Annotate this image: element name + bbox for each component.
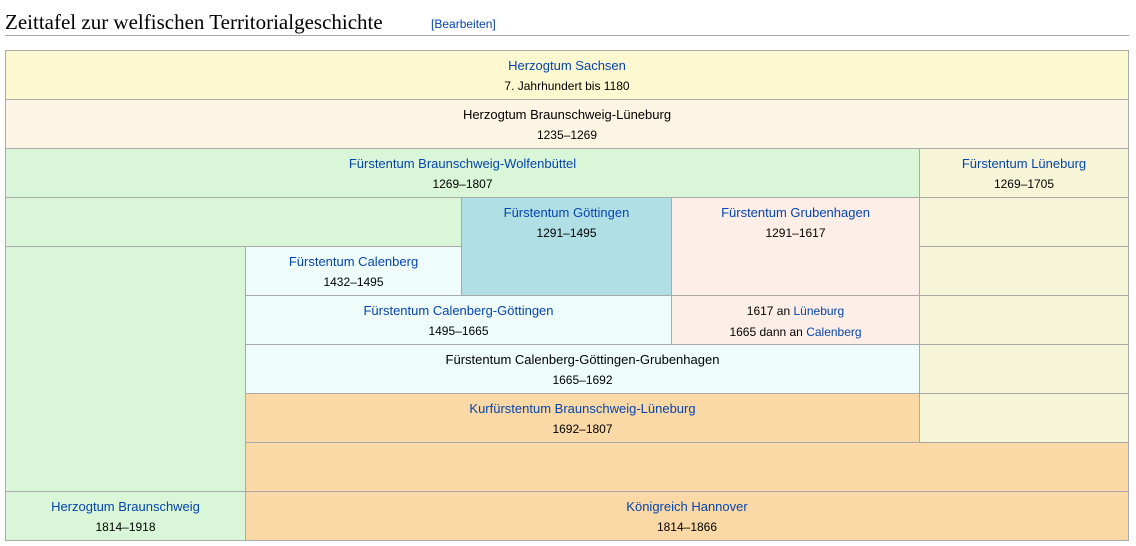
section-title: Zeittafel zur welfischen Territorialgeschichte [5, 10, 383, 34]
grubenhagen-years: 1291–1617 [765, 226, 826, 240]
timeline-cell-wolfenbuettel-left-continuation [5, 246, 246, 492]
grubenhagen-link[interactable]: Fürstentum Grubenhagen [721, 205, 870, 220]
goettingen-link[interactable]: Fürstentum Göttingen [503, 205, 630, 220]
calenberg-link[interactable]: Fürstentum Calenberg [288, 254, 419, 269]
timeline-cell-calenberg [245, 246, 462, 296]
timeline-cell-lueneburg-continuation [919, 295, 1129, 345]
fate-line-1-prefix: 1617 an [746, 304, 791, 318]
fate-line-2-prefix: 1665 dann an [729, 325, 803, 339]
edit-section-link[interactable] [431, 17, 496, 31]
timeline-cell-calenberg-goettingen [245, 295, 672, 345]
timeline-cell-grubenhagen [671, 197, 920, 296]
hannover-link[interactable]: Königreich Hannover [626, 499, 748, 514]
kurfuerstentum-link[interactable]: Kurfürstentum Braunschweig-Lüneburg [469, 401, 696, 416]
timeline-cell-lueneburg-continuation [919, 344, 1129, 394]
timeline-cell-lueneburg-continuation [919, 393, 1129, 443]
section-heading [5, 8, 1129, 36]
timeline-cell-grubenhagen-fate [671, 295, 920, 345]
wolfenbuettel-link[interactable]: Fürstentum Braunschweig-Wolfenbüttel [348, 156, 577, 171]
edit-bracket-close: ] [492, 17, 496, 31]
timeline-cell-goettingen [461, 197, 672, 296]
calenberg-years: 1432–1495 [323, 275, 384, 289]
braunschweig-lueneburg-name: Herzogtum Braunschweig-Lüneburg [462, 107, 672, 122]
calenberg-goettingen-link[interactable]: Fürstentum Calenberg-Göttingen [363, 303, 554, 318]
timeline-cell-sachsen [5, 50, 1129, 100]
lueneburg-inline-link[interactable]: Lüneburg [793, 304, 845, 318]
calenberg-inline-link[interactable]: Calenberg [806, 325, 862, 339]
timeline-cell-wolfenbuettel [5, 148, 920, 198]
timeline-cell-wolfenbuettel-continuation [5, 197, 462, 247]
timeline-cell-calenberg-goettingen-grubenhagen [245, 344, 920, 394]
edit-bracket-open: [ [431, 17, 435, 31]
sachsen-link[interactable]: Herzogtum Sachsen [508, 58, 626, 73]
timeline-cell-kurfuerstentum [245, 393, 920, 443]
herzogtum-braunschweig-link[interactable]: Herzogtum Braunschweig [51, 499, 200, 514]
sachsen-years: 7. Jahrhundert bis 1180 [504, 79, 630, 93]
herzogtum-braunschweig-years: 1814–1918 [95, 520, 156, 534]
hannover-years: 1814–1866 [656, 520, 718, 534]
timeline-cell-herzogtum-braunschweig [5, 491, 246, 541]
timeline-cell-hannover [245, 491, 1129, 541]
lueneburg-link[interactable]: Fürstentum Lüneburg [961, 156, 1087, 171]
calenberg-goettingen-grubenhagen-years: 1665–1692 [552, 373, 613, 387]
timeline-cell-lueneburg [919, 148, 1129, 198]
edit-label[interactable]: Bearbeiten [434, 17, 493, 31]
timeline-cell-kurfuerstentum-continuation [245, 442, 1129, 492]
wolfenbuettel-years: 1269–1807 [432, 177, 493, 191]
grubenhagen-fate-line-1 [672, 304, 919, 318]
grubenhagen-fate-line-2 [672, 325, 919, 339]
kurfuerstentum-years: 1692–1807 [552, 422, 613, 436]
timeline-cell-braunschweig-lueneburg [5, 99, 1129, 149]
braunschweig-lueneburg-years: 1235–1269 [536, 128, 598, 142]
lueneburg-years: 1269–1705 [993, 177, 1055, 191]
calenberg-goettingen-grubenhagen-name: Fürstentum Calenberg-Göttingen-Grubenhagen [445, 352, 720, 367]
timeline-cell-lueneburg-continuation [919, 246, 1129, 296]
goettingen-years: 1291–1495 [536, 226, 597, 240]
timeline-cell-lueneburg-continuation [919, 197, 1129, 247]
calenberg-goettingen-years: 1495–1665 [428, 324, 489, 338]
